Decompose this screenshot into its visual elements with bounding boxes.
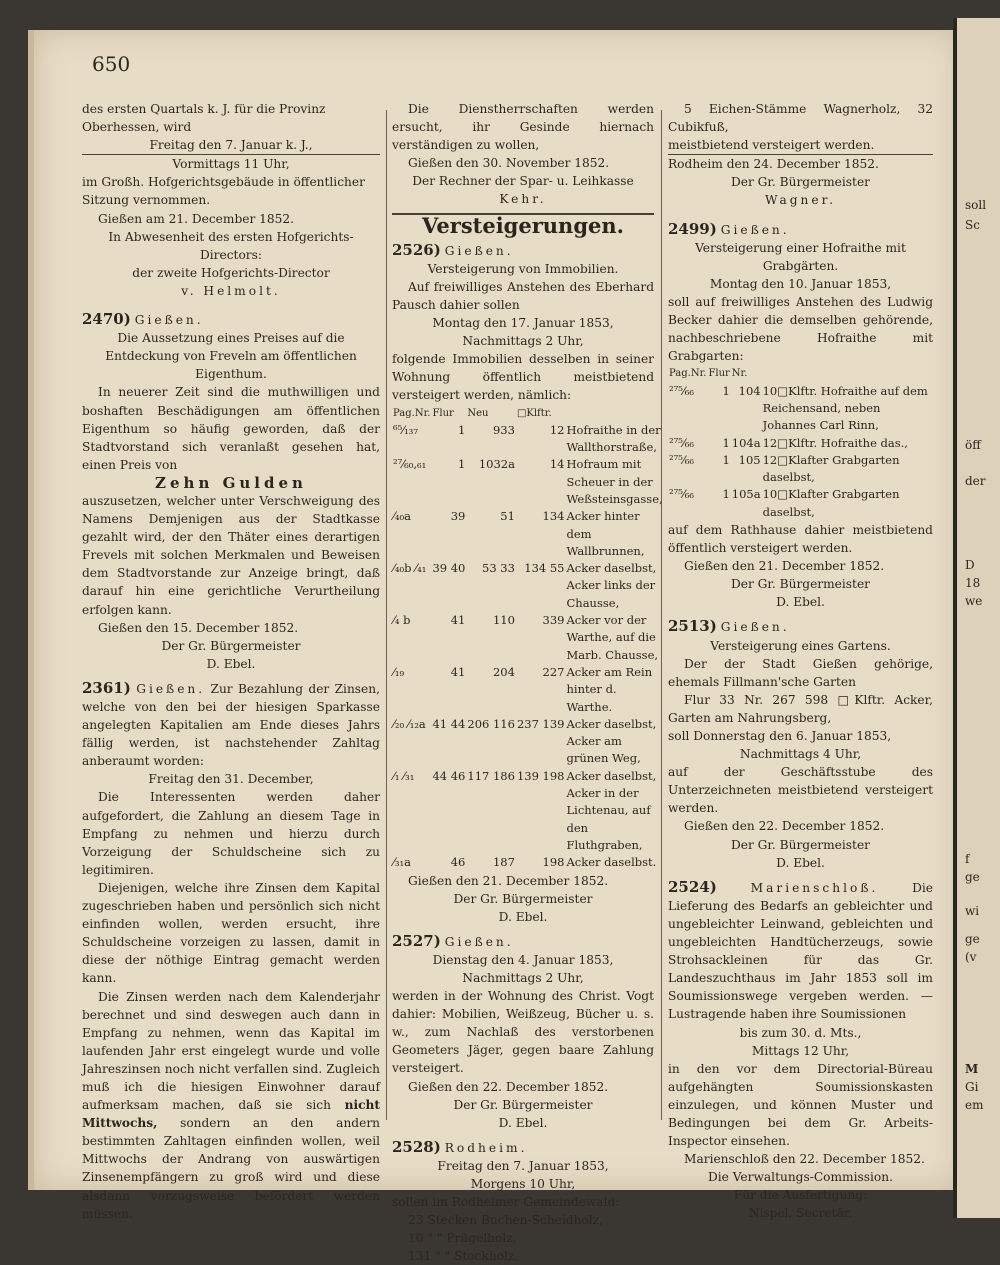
facing-page-edge <box>957 18 1000 1218</box>
header-cell: Pag.Nr. <box>393 407 431 419</box>
cell: 198 <box>542 855 565 870</box>
fragment: soll <box>965 198 987 212</box>
text-line: bis zum 30. d. Mts., <box>739 1025 862 1040</box>
fragment: Gi <box>965 1080 979 1094</box>
cell: Acker hinter dem Wallbrunnen, <box>566 509 645 558</box>
cell: 134 <box>542 509 565 524</box>
signature: Der Gr. Bürgermeister <box>161 638 301 653</box>
cell: ⁄₃₁a <box>393 855 411 870</box>
notice-place: Rodheim. <box>444 1140 528 1155</box>
text-line: der zweite Hofgerichts-Director <box>132 265 330 280</box>
cell: 39 <box>450 509 466 524</box>
text-line: Flur 33 Nr. 267 598 □Klftr. Acker, Garten am Nahrungsberg, <box>668 692 933 725</box>
signature: Die Verwaltungs-Commission. <box>708 1170 893 1185</box>
notice-title: Die Aussetzung eines Preises auf die Entdeckung von Freveln am öffentlichen Eigenthum. <box>105 331 357 382</box>
notice-body: auszusetzen, welcher unter Verschweigung des Namens Demjenigen aus der Stadtkasse gezahlt wird, der den Thäter eines derartigen Frevels mit solchen Merkmalen und Beweisen dem Stadtvorstande zur Anzeige bringt, daß darauf hin eine gerichtliche Verurtheilung erfolgen kann. <box>82 493 380 617</box>
text-line: Dienstag den 4. Januar 1853, <box>432 952 614 967</box>
cell: ²⁷⁄₆₀,₆₁ <box>393 457 427 472</box>
header-cell: Pag.Nr. <box>669 368 707 380</box>
cell: 44 46 <box>432 768 466 783</box>
table-row <box>392 854 664 871</box>
property-table <box>668 365 933 521</box>
cell: Hofraithe in der Wallthorstraße, <box>566 422 661 455</box>
notice-number: 2527) <box>392 931 441 950</box>
cell: ⁄₄₀a <box>393 509 411 524</box>
notice-number: 2361) <box>82 678 131 697</box>
fragment: Sc <box>965 218 980 232</box>
text-line: 5 Eichen-Stämme Wagnerholz, 32 Cubikfuß, <box>668 102 933 135</box>
header-cell: Neu <box>467 407 489 419</box>
signature: Wagner. <box>765 193 836 208</box>
signature: D. Ebel. <box>776 855 825 870</box>
fragment: f <box>965 852 970 866</box>
date-line: Marienschloß den 22. December 1852. <box>684 1152 925 1167</box>
cell: Acker daselbst, Acker links der Chausse, <box>566 561 657 610</box>
signature: D. Ebel. <box>776 595 825 610</box>
notice-number: 2528) <box>392 1137 441 1156</box>
cell: 104 <box>738 383 761 398</box>
text-line: Die Dienstherrschaften werden ersucht, ihr Gesinde hiernach verständigen zu wollen, <box>392 102 654 153</box>
cell: 187 <box>492 855 515 870</box>
cell: 139 198 <box>516 768 565 783</box>
notice-body: Diejenigen, welche ihre Zinsen dem Kapital zugeschrieben haben und persönlich sich nicht einfinden wollen, werden ersucht, ihre Schuldscheine vorzeigen zu lassen, damit in diese der nöthige Eintrag gemacht werden kann. <box>82 880 380 986</box>
cell: 12□Klafter Grabgarten daselbst, <box>762 452 900 485</box>
cell: ⁄₄ b <box>393 613 411 628</box>
notice-body: Die Lieferung des Bedarfs an gebleichter und ungebleichter Leinwand, gebleichten und ungebleichten Handtücherzeugs, sowie Strohsackleinen für das Gr. Landeszuchthaus im Jahr 1853 soll im Soumissionswege vergeben werden. — Lustragende haben ihre Soumissionen <box>668 880 933 1022</box>
notice-title: Versteigerung einer Hofraithe mit Grabgärten. <box>695 240 906 273</box>
cell: 227 <box>542 664 565 679</box>
signature: Für die Ausfertigung: <box>733 1188 868 1203</box>
cell: 110 <box>492 613 515 628</box>
notice-header <box>668 878 933 1024</box>
cell: 1 <box>722 435 730 450</box>
signature: Nispel, Secretär. <box>748 1206 853 1221</box>
table-row <box>392 664 664 716</box>
cell: ⁄₁ ⁄₃₁ <box>393 768 415 783</box>
cell: 1 <box>722 383 730 398</box>
notice-place: Gießen. <box>720 620 790 635</box>
text-line: im Großh. Hofgerichtsgebäude in öffentlicher Sitzung vernommen. <box>82 175 365 208</box>
fragment: wi <box>965 904 980 918</box>
list-item: 131 " " Stockholz, <box>408 1249 519 1264</box>
table-row <box>392 422 664 457</box>
notice-header <box>392 1138 654 1157</box>
column-2 <box>392 100 663 1265</box>
amount: Zehn Gulden <box>155 473 307 492</box>
notice-number: 2470) <box>82 310 131 329</box>
signature: v. Helmolt. <box>181 283 281 298</box>
text-line: Nachmittags 4 Uhr, <box>739 747 862 762</box>
cell: Acker daselbst, Acker am grünen Weg, <box>566 716 657 766</box>
text-line: des ersten Quartals k. J. für die Provinz Oberhessen, wird <box>82 102 326 135</box>
cell: Acker am Rein hinter d. Warthe. <box>566 664 653 714</box>
date-line: Gießen den 22. December 1852. <box>684 819 885 834</box>
cell: 41 <box>450 664 466 679</box>
signature: D. Ebel. <box>498 909 548 924</box>
table-row <box>668 435 933 452</box>
cell: 933 <box>492 422 515 437</box>
notice-body: In neuerer Zeit sind die muthwilligen und boshaften Beschädigungen am öffentlichen Eigenthum so häufig geworden, daß der Stadtvorstand sich veranlaßt gesehen hat, einen Preis von <box>82 385 380 472</box>
text-line: Freitag den 7. Januar 1853, <box>437 1158 609 1173</box>
notice-body: soll auf freiwilliges Anstehen des Ludwig Becker dahier die demselben gehörende, nachbeschriebene Hofraithe mit Grabgarten: <box>668 294 933 364</box>
signature: Der Gr. Bürgermeister <box>731 175 870 190</box>
fragment: em <box>965 1098 984 1112</box>
fragment: we <box>965 594 983 608</box>
fragment: 18 <box>965 576 981 590</box>
text-line: Nachmittags 2 Uhr, <box>462 334 584 349</box>
text-line: Mittags 12 Uhr, <box>751 1043 850 1058</box>
list-item: 10 " " Prügelholz, <box>408 1231 517 1246</box>
text-line: soll Donnerstag den 6. Januar 1853, <box>668 729 892 744</box>
cell: ²⁷⁵⁄₆₆ <box>669 452 694 467</box>
cell: 134 55 <box>524 561 565 576</box>
text-line: Nachmittags 2 Uhr, <box>462 970 584 985</box>
notice-header <box>668 220 933 239</box>
section-heading: Versteigerungen. <box>392 213 654 235</box>
cell: 105 <box>738 452 761 467</box>
cell: Acker vor der Warthe, auf die Marb. Chausse, <box>566 613 659 662</box>
notice-place: Marienschloß. <box>750 880 879 895</box>
cell: ²⁷⁵⁄₆₆ <box>669 435 694 450</box>
header-cell: Nr. <box>731 368 748 380</box>
text-line: Freitag den 31. December, <box>148 772 314 787</box>
cell: 51 <box>500 509 515 524</box>
notice-number: 2526) <box>392 240 441 259</box>
header-cell: □Klftr. <box>516 407 552 419</box>
table-row <box>392 456 664 508</box>
fragment: ge <box>965 932 980 946</box>
cell: 46 <box>450 855 466 870</box>
notice-title: Versteigerung von Immobilien. <box>427 261 619 276</box>
signature: D. Ebel. <box>206 656 256 671</box>
notice-number: 2524) <box>668 877 717 896</box>
fragment: der <box>965 474 986 488</box>
cell: ⁄₂₀ ⁄₁₂a <box>393 716 426 731</box>
cell: ⁄₁₉ <box>393 664 405 679</box>
cell: 10□Klftr. Hofraithe auf dem Reichensand, neben Johannes Carl Rinn, <box>762 383 928 433</box>
table-row <box>668 452 933 487</box>
text-line: Montag den 17. Januar 1853, <box>432 316 614 331</box>
signature: D. Ebel. <box>498 1115 548 1130</box>
cell: 237 139 <box>516 716 565 731</box>
notice-place: Gießen. <box>720 222 790 237</box>
text: sondern an den andern bestimmten Zahltagen einfinden wollen, weil Mittwochs der Andrang von auswärtigen Zinsenempfängern zu groß wird und diese alsdann vorzugsweise befördert werden müssen. <box>82 1116 380 1221</box>
cell: 39 40 <box>432 561 466 576</box>
signature: Kehr. <box>499 192 547 207</box>
notice-body: auf dem Rathhause dahier meistbietend öffentlich versteigert werden. <box>668 522 933 556</box>
emphasis: nicht Mittwochs, <box>82 1098 381 1131</box>
table-row <box>392 508 664 560</box>
cell: 41 <box>450 613 466 628</box>
text-line: Freitag den 7. Januar k. J., <box>82 136 380 155</box>
signature: Der Gr. Bürgermeister <box>453 1097 593 1112</box>
cell: 1 <box>458 457 466 472</box>
text-line: Morgens 10 Uhr, <box>470 1177 576 1192</box>
cell: 41 44 <box>432 716 466 731</box>
cell: 1 <box>458 422 466 437</box>
cell: Acker daselbst. <box>566 855 657 870</box>
signature: Der Rechner der Spar- u. Leihkasse <box>412 174 634 189</box>
notice-header <box>668 617 933 636</box>
text-line: Montag den 10. Januar 1853, <box>709 276 892 291</box>
fragment: ge <box>965 870 980 884</box>
cell: 117 186 <box>467 768 515 783</box>
cell: ⁶⁵⁄₁₃₇ <box>393 422 418 437</box>
fragment: D <box>965 558 975 572</box>
property-table <box>392 405 664 872</box>
signature: Der Gr. Bürgermeister <box>731 577 870 592</box>
cell: 12 <box>549 422 565 437</box>
cell: 204 <box>492 664 515 679</box>
signature: Der Gr. Bürgermeister <box>453 891 593 906</box>
text-line: meistbietend versteigert werden. <box>668 136 933 155</box>
cell: 53 33 <box>482 561 515 576</box>
column-1 <box>82 100 380 1223</box>
notice-body: sollen im Rodheimer Gemeindewald: <box>392 1195 620 1210</box>
notice-header <box>392 932 654 951</box>
notice-place: Gießen. <box>136 681 206 696</box>
cell: 206 116 <box>467 716 515 731</box>
list-item: 23 Stecken Buchen-Scheidholz, <box>408 1213 603 1228</box>
cell: Hofraum mit Scheuer in der Weßsteinsgasse, <box>566 457 663 506</box>
cell: Acker daselbst, Acker in der Lichtenau, auf den Fluthgraben, <box>566 768 657 852</box>
table-row <box>392 560 664 612</box>
signature: Der Gr. Bürgermeister <box>731 837 870 852</box>
table-header <box>392 405 664 422</box>
notice-body: auf der Geschäftsstube des Unterzeichneten meistbietend versteigert werden. <box>668 765 933 816</box>
text-line: Vormittags 11 Uhr, <box>172 157 290 172</box>
notice-title: Versteigerung eines Gartens. <box>710 638 891 653</box>
cell: ²⁷⁵⁄₆₆ <box>669 487 694 502</box>
cell: 12□Klftr. Hofraithe das., <box>762 435 908 450</box>
notice-body: in den vor dem Directorial-Büreau aufgehängten Soumissionskasten einzulegen, und können Muster und Bedingungen bei dem Gr. Arbeits-Inspector einsehen. <box>668 1061 933 1149</box>
cell: 105a <box>731 487 761 502</box>
date-line: Gießen den 30. November 1852. <box>408 156 610 171</box>
cell: 104a <box>731 435 761 450</box>
date-line: Gießen am 21. December 1852. <box>98 211 295 226</box>
date-line: Rodheim den 24. December 1852. <box>668 157 879 172</box>
cell: 14 <box>549 457 565 472</box>
table-row <box>392 768 664 854</box>
date-line: Gießen den 21. December 1852. <box>408 873 609 888</box>
header-cell: Flur <box>432 407 454 419</box>
notice-place: Gießen. <box>444 243 514 258</box>
fragment: (v <box>965 950 977 964</box>
fragment: M <box>965 1062 979 1076</box>
cell: 339 <box>542 613 565 628</box>
header-cell: Flur <box>708 368 730 380</box>
notice-number: 2513) <box>668 617 717 636</box>
table-header <box>668 365 933 382</box>
cell: 1 <box>722 487 730 502</box>
notice-place: Gießen. <box>134 313 204 328</box>
notice-header <box>392 241 654 260</box>
cell: 1 <box>722 452 730 467</box>
notice-place: Gießen. <box>444 934 514 949</box>
notice-body: Zur Bezahlung der Zinsen, welche von den bei der hiesigen Sparkasse angelegten Kapitalien am Ende dieses Jahrs fällig werden, ist nachstehender Zahltag anberaumt worden: <box>82 681 380 769</box>
table-row <box>392 716 664 768</box>
page-number: 650 <box>92 52 131 76</box>
cell: 1032a <box>478 457 515 472</box>
cell: 10□Klafter Grabgarten daselbst, <box>762 487 900 519</box>
table-row <box>668 383 933 435</box>
notice-body: folgende Immobilien desselben in seiner Wohnung öffentlich meistbietend versteigert werden, nämlich: <box>392 352 654 403</box>
column-rule <box>386 110 387 1120</box>
notice-header <box>82 310 380 329</box>
date-line: Gießen den 21. December 1852. <box>684 559 885 574</box>
date-line: Gießen den 15. December 1852. <box>98 620 299 635</box>
cell: ⁄₄₀b ⁄₄₁ <box>393 561 427 576</box>
notice-header <box>82 679 380 770</box>
notice-number: 2499) <box>668 219 717 238</box>
text: Die Zinsen werden nach dem Kalenderjahr berechnet und sind deswegen auch dann in Empfang zu nehmen, wenn das Kapital im laufenden Jahr erst eingelegt wurde und volle Jahreszinsen noch nicht verfallen sind. Zugleich muß ich die hiesigen Einwohner darauf aufmerksam machen, daß sie sich <box>82 989 380 1113</box>
notice-body: werden in der Wohnung des Christ. Vogt dahier: Mobilien, Weißzeug, Bücher u. s. w., zum Nachlaß des verstorbenen Geometers Jäger, gegen baare Zahlung versteigert. <box>392 989 654 1076</box>
table-row <box>392 612 664 664</box>
date-line: Gießen den 22. December 1852. <box>408 1079 609 1094</box>
column-3 <box>668 100 933 1223</box>
cell: ²⁷⁵⁄₆₆ <box>669 383 694 398</box>
table-row <box>668 486 933 521</box>
text-line: In Abwesenheit des ersten Hofgerichts-Directors: <box>108 229 354 262</box>
notice-body: Auf freiwilliges Anstehen des Eberhard Pausch dahier sollen <box>392 279 654 312</box>
fragment: öff <box>965 438 981 452</box>
notice-body: Der der Stadt Gießen gehörige, ehemals Fillmann'sche Garten <box>668 656 933 689</box>
notice-body <box>82 988 380 1223</box>
notice-body: Die Interessenten werden daher aufgefordert, die Zahlung an diesem Tage in Empfang zu nehmen und hierzu durch Vorzeigung der Schuldscheine sich zu legitimiren. <box>82 790 380 877</box>
